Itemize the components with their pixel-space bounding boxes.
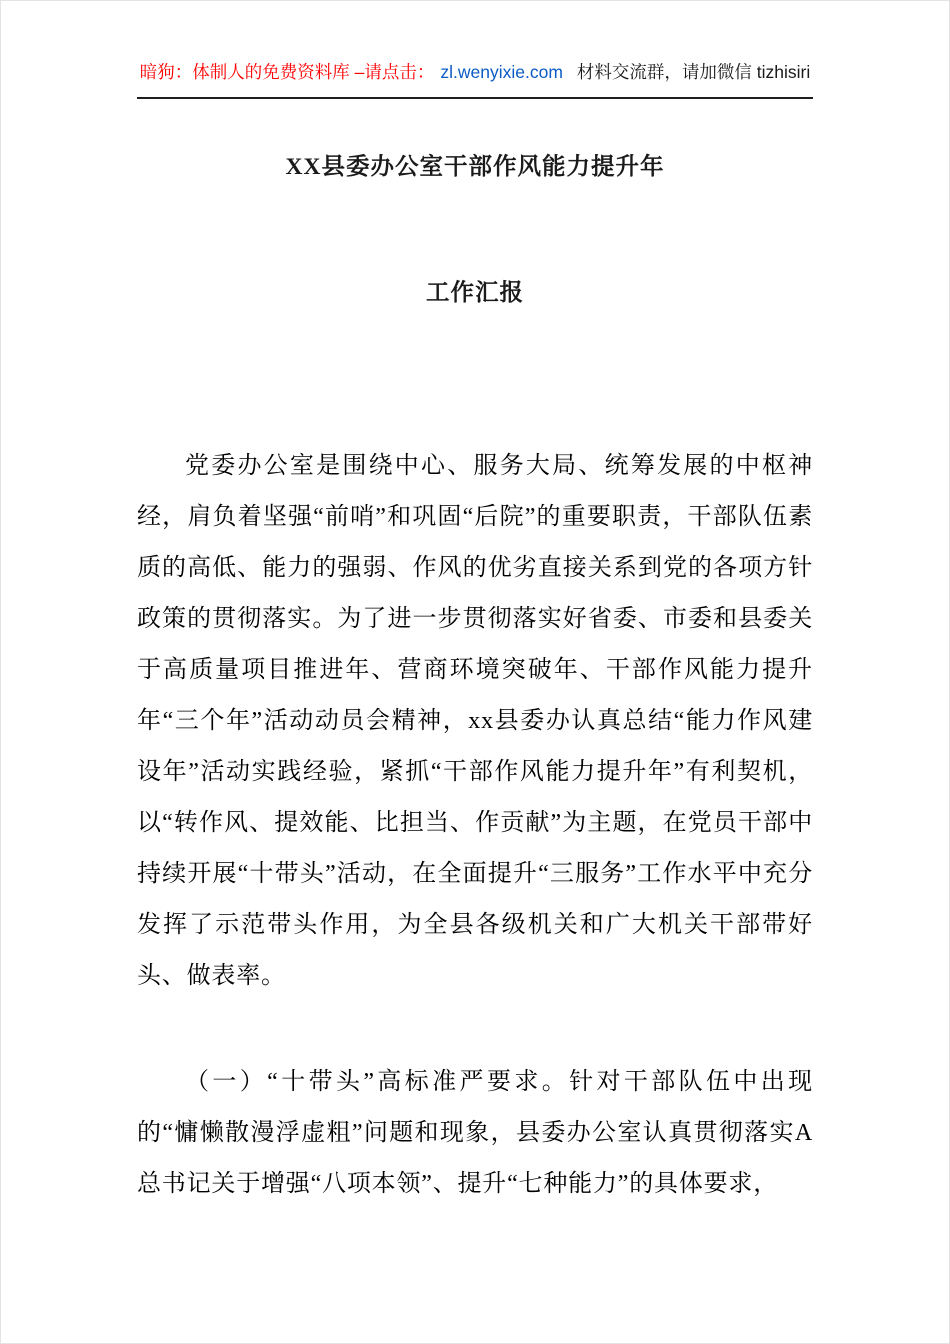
promo-link[interactable]: zl.wenyixie.com — [440, 62, 563, 82]
body-paragraph-2: （一）“十带头”高标准严要求。针对干部队伍中出现的“慵懒散漫浮虚粗”问题和现象，县委办公室认真贯彻落实A总书记关于增强“八项本领”、提升“七种能力”的具体要求， — [137, 1069, 813, 1197]
promo-header — [137, 1, 813, 85]
document-subtitle: 工作汇报 — [426, 280, 524, 306]
body-paragraph-1: 党委办公室是围绕中心、服务大局、统筹发展的中枢神经，肩负着坚强“前哨”和巩固“后院”的重要职责，干部队伍素质的高低、能力的强弱、作风的优劣直接关系到党的各项方针政策的贯彻落实。为了进一步贯彻落实好省委、市委和县委关于高质量项目推进年、营商环境突破年、干部作风能力提升年“三个年”活动动员会精神，xx县委办认真总结“能力作风建设年”活动实践经验，紧抓“干部作风能力提升年”有利契机，以“转作风、提效能、比担当、作贡献”为主题，在党员干部中持续开展“十带头”活动，在全面提升“三服务”工作水平中充分发挥了示范带头作用，为全县各级机关和广大机关干部带好头、做表率。 — [137, 453, 813, 989]
promo-suffix-text: 材料交流群，请加微信 tizhisiri — [576, 62, 811, 82]
document-title: XX县委办公室干部作风能力提升年 — [285, 154, 665, 180]
promo-text: 暗狗：体制人的免费资料库 — [139, 62, 350, 82]
promo-click-text: –请点击： — [349, 62, 435, 82]
header-divider — [137, 97, 813, 99]
